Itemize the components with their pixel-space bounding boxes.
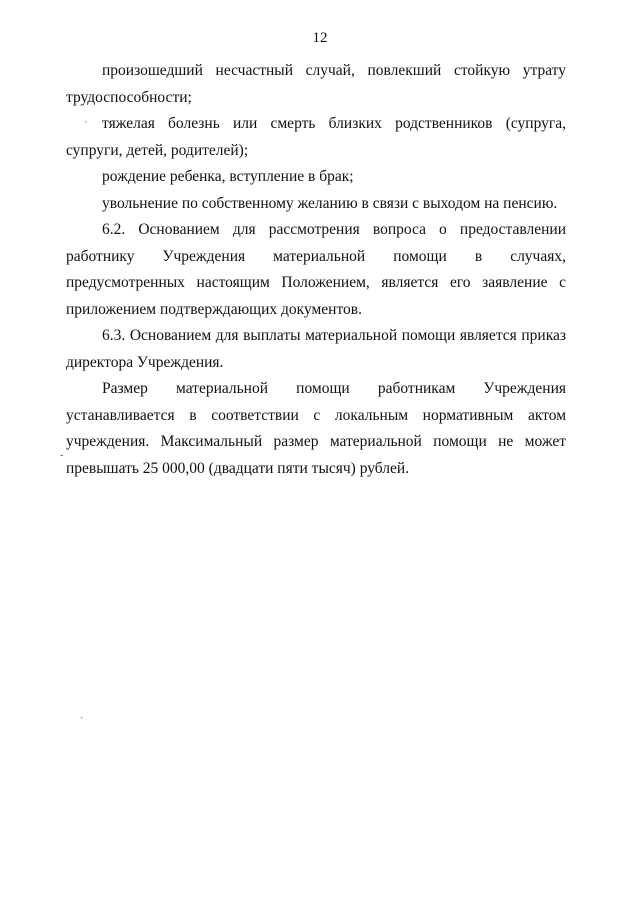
text-line: тяжелая болезнь или смерть близких родственников (супруга,: [102, 115, 566, 132]
text-line: трудоспособности;: [66, 88, 192, 106]
text-line: супруги, детей, родителей);: [66, 141, 249, 159]
scan-speck: ˎ: [84, 112, 88, 123]
scan-speck: -: [60, 450, 64, 461]
text-line: учреждения. Максимальный размер материальной помощи не может: [66, 433, 566, 450]
text-line: работнику Учреждения материальной помощи в случаях,: [66, 247, 566, 265]
text-line: директора Учреждения.: [66, 353, 224, 371]
text-line: рождение ребенка, вступление в брак;: [102, 168, 354, 185]
text-line: Размер материальной помощи работникам Учреждения: [102, 380, 566, 397]
text-line: устанавливается в соответствии с локальным нормативным актом: [66, 406, 566, 424]
text-line: приложением подтверждающих документов.: [66, 300, 362, 318]
text-line: предусмотренных настоящим Положением, является его заявление с: [66, 274, 566, 291]
text-line: увольнение по собственному желанию в связи с выходом на пенсию.: [102, 194, 558, 212]
page-number: 12: [312, 30, 328, 46]
scan-speck: ˎ: [80, 708, 84, 719]
document-body: [66, 58, 566, 482]
text-line: 6.2. Основанием для рассмотрения вопроса о предоставлении: [102, 221, 566, 238]
text-line: 6.3. Основанием для выплаты материальной помощи является приказ: [102, 327, 566, 344]
text-line: превышать 25 000,00 (двадцати пяти тысяч) рублей.: [66, 459, 410, 477]
text-line: произошедший несчастный случай, повлекший стойкую утрату: [102, 62, 566, 79]
